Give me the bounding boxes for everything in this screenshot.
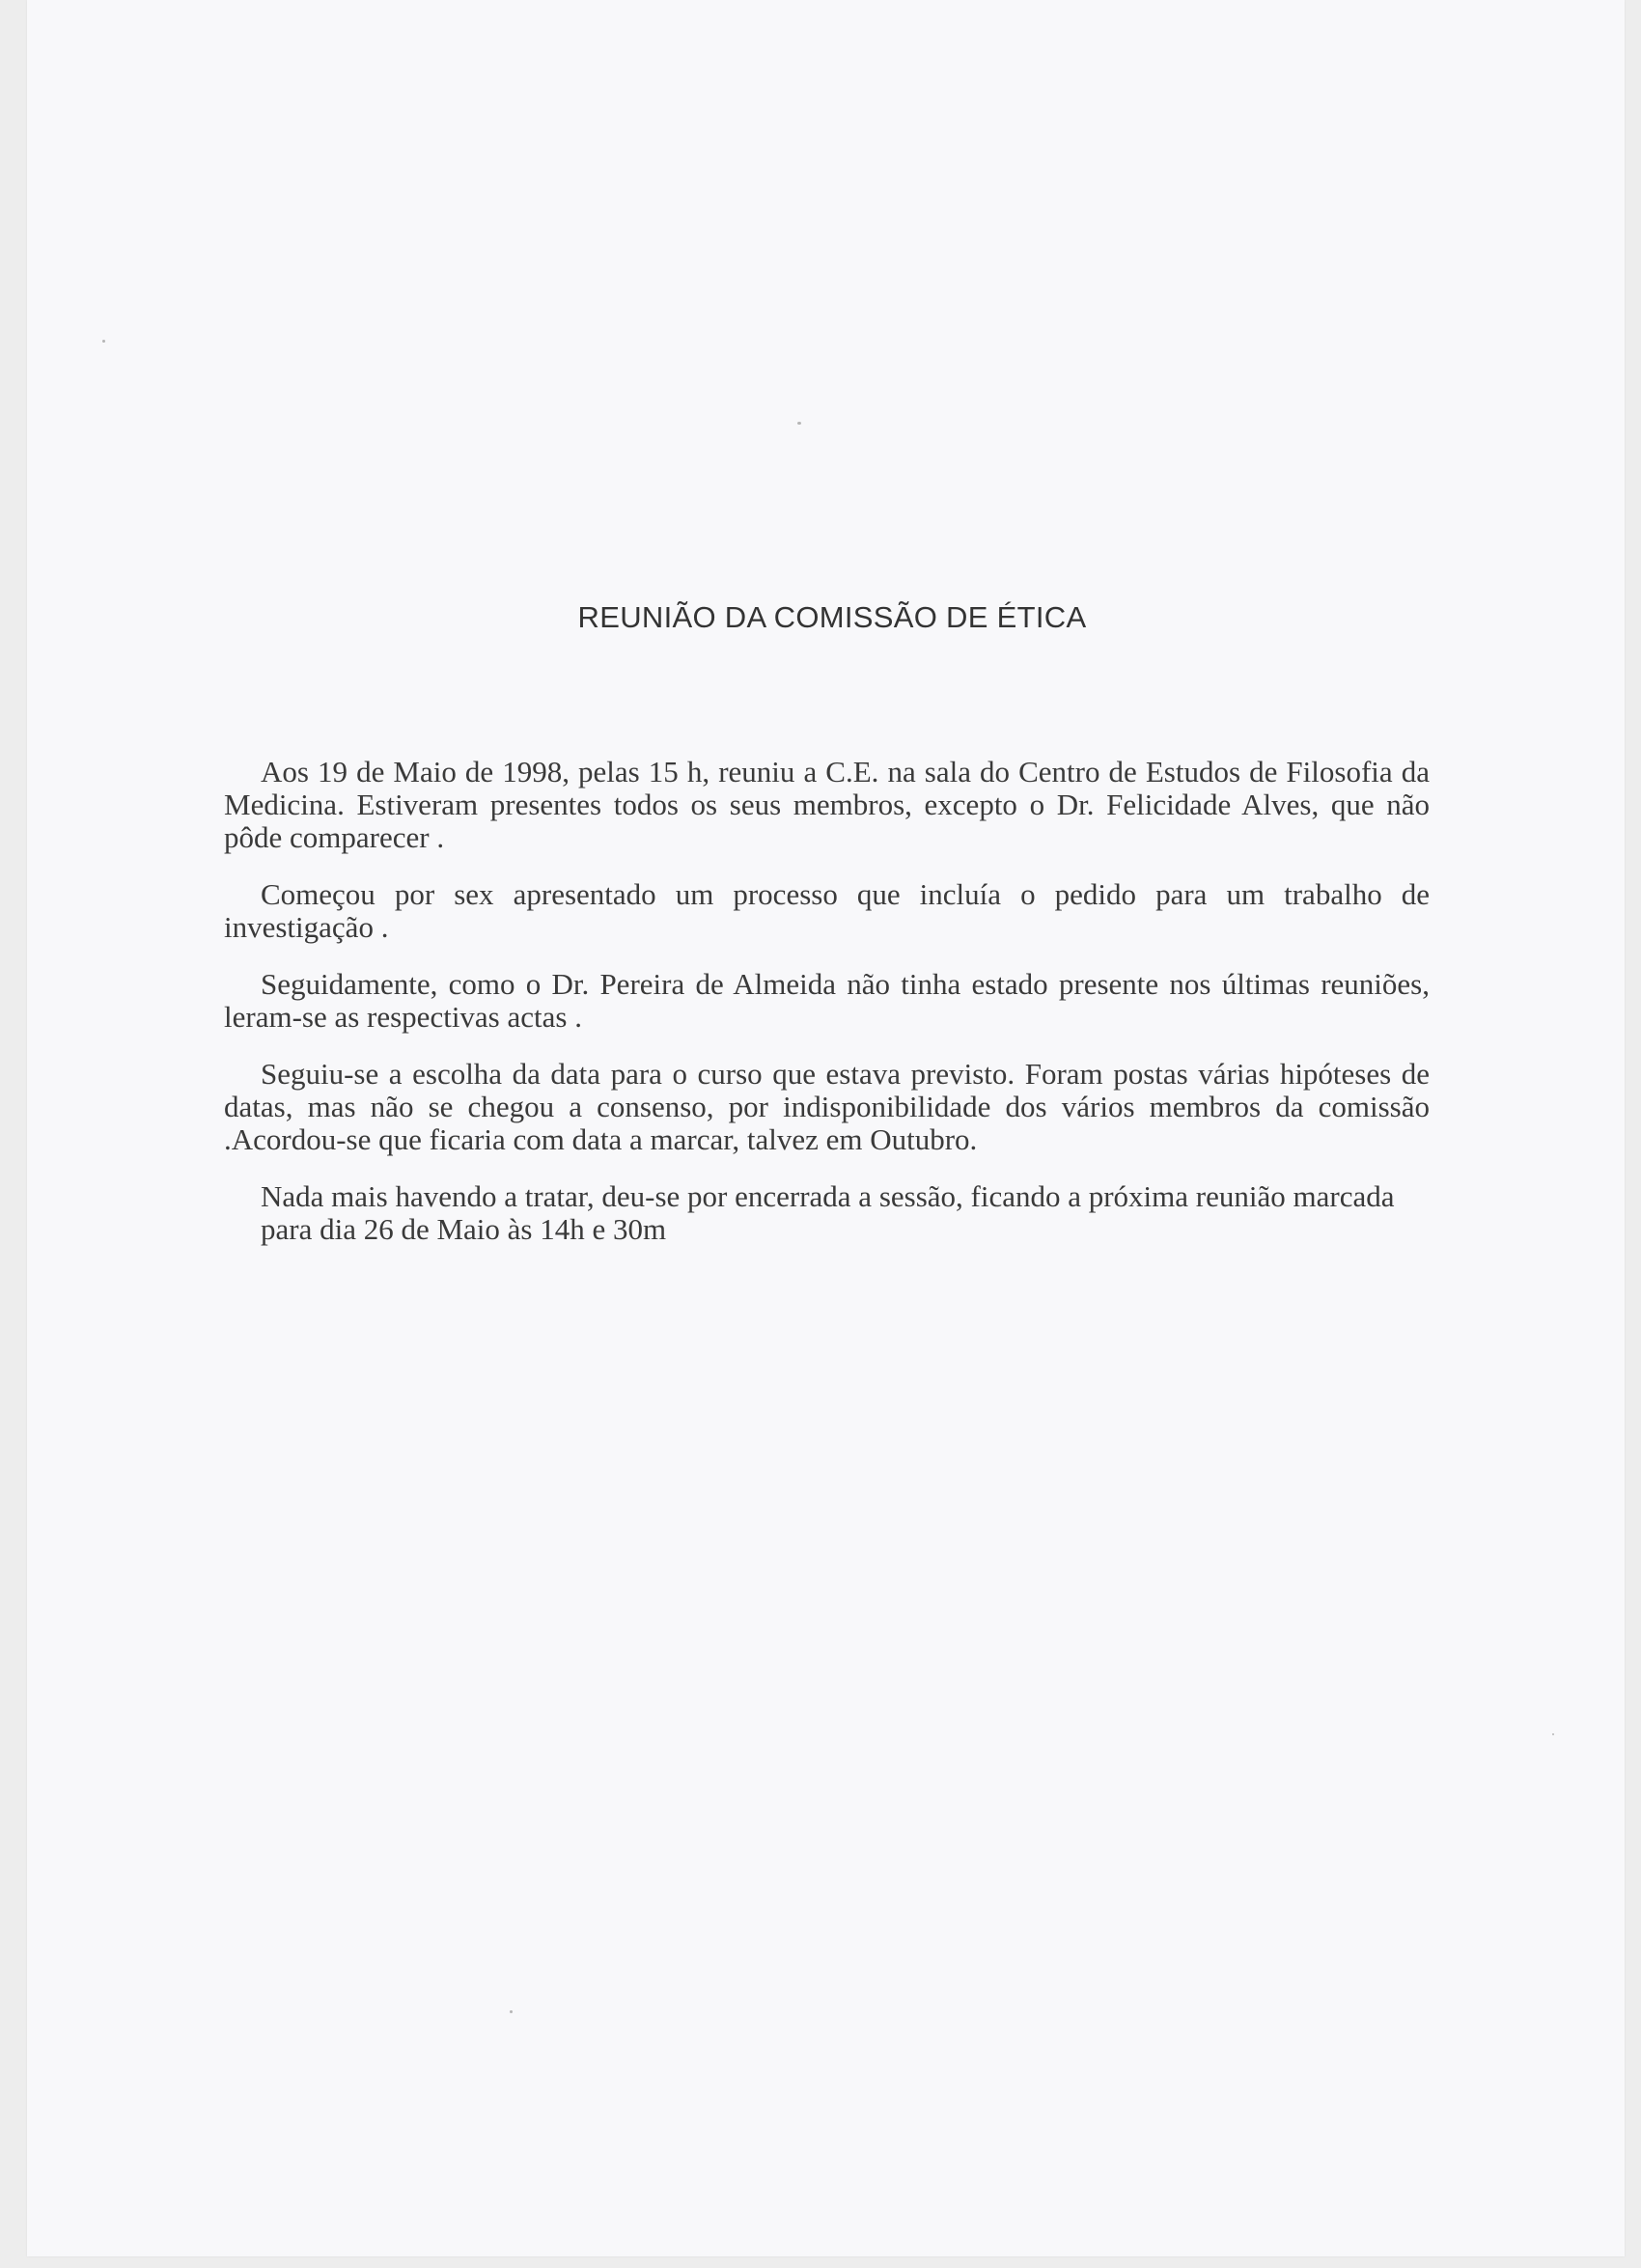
paragraph-session-closing: Nada mais havendo a tratar, deu-se por encerrada a sessão, ficando a próxima reunião marcada para dia 26 de Maio às 14h e 30m <box>261 1179 1395 1246</box>
document-body <box>224 756 1430 1270</box>
scan-speck <box>102 340 105 343</box>
paragraph-process-presented: Começou por sex apresentado um processo que incluía o pedido para um trabalho de investigação . <box>224 877 1430 944</box>
paragraph-minutes-read: Seguidamente, como o Dr. Pereira de Almeida não tinha estado presente nos últimas reuniões, leram-se as respectivas actas . <box>224 967 1430 1034</box>
document-title: REUNIÃO DA COMISSÃO DE ÉTICA <box>577 600 1087 634</box>
scan-speck <box>510 2010 513 2013</box>
paragraph-course-date: Seguiu-se a escolha da data para o curso que estava previsto. Foram postas várias hipóteses de datas, mas não se chegou a consenso, por indisponibilidade dos vários membros da comissão .Acordou-se que ficaria com data a marcar, talvez em Outubro. <box>224 1057 1430 1156</box>
paragraph-meeting-opening: Aos 19 de Maio de 1998, pelas 15 h, reuniu a C.E. na sala do Centro de Estudos de Filosofia da Medicina. Estiveram presentes todos os seus membros, excepto o Dr. Felicidade Alves, que não pôde comparecer . <box>224 755 1430 854</box>
scan-speck <box>1552 1733 1554 1735</box>
scan-speck <box>797 422 801 425</box>
